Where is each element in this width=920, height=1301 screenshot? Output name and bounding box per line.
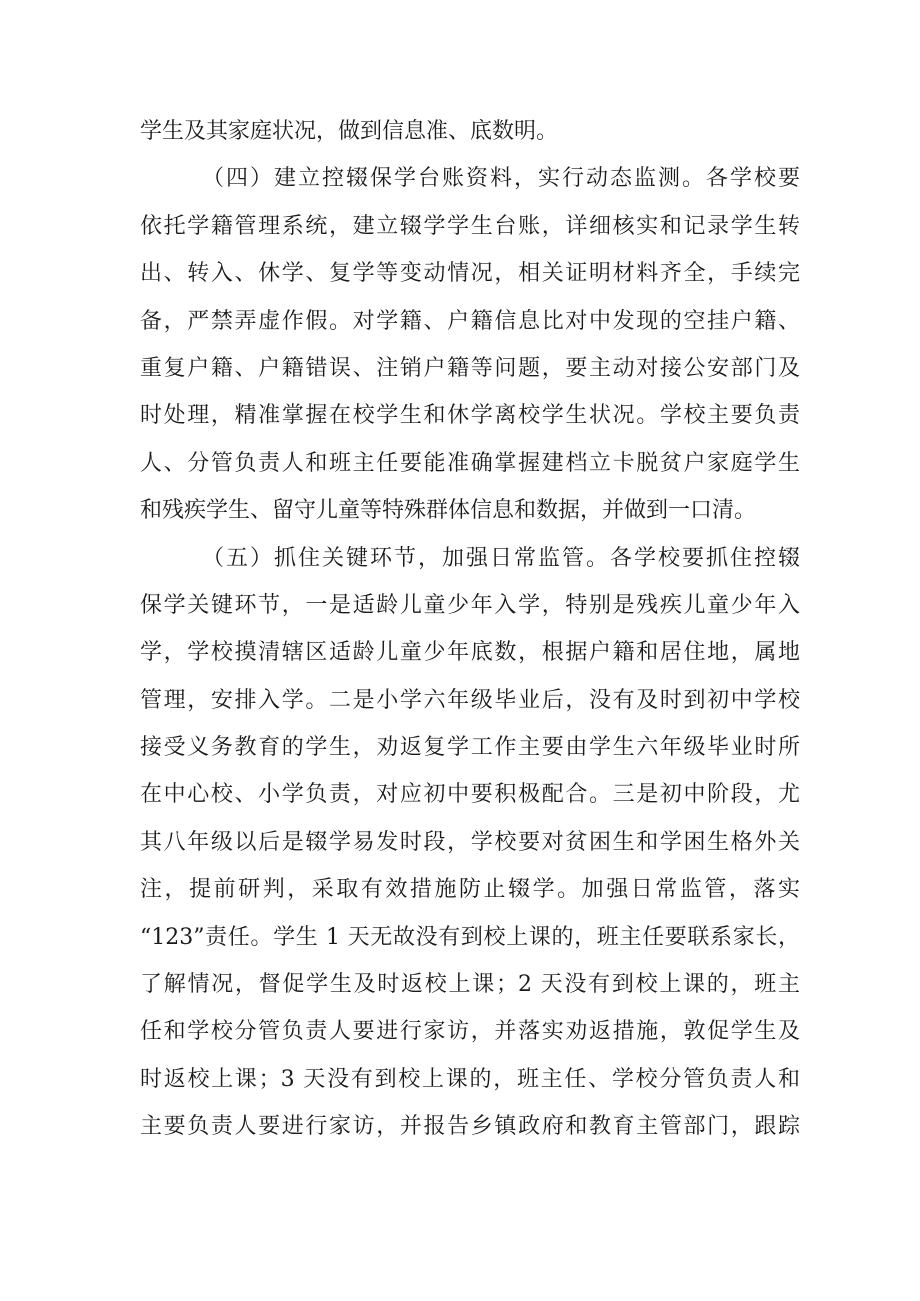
text-line: “123”责任。学生 1 天无故没有到校上课的，班主任要联系家长， <box>140 924 800 950</box>
text-line: 在中心校、小学负责，对应初中要积极配合。三是初中阶段，尤 <box>140 782 800 808</box>
text-line: 备，严禁弄虚作假。对学籍、户籍信息比对中发现的空挂户籍、 <box>140 308 800 334</box>
text-line: 人、分管负责人和班主任要能准确掌握建档立卡脱贫户家庭学生 <box>140 450 800 476</box>
text-line: 时处理，精准掌握在校学生和休学离校学生状况。学校主要负责 <box>140 403 800 429</box>
text-line: 其八年级以后是辍学易发时段，学校要对贫困生和学困生格外关 <box>140 829 800 855</box>
text-line: 和残疾学生、留守儿童等特殊群体信息和数据，并做到一口清。 <box>140 498 757 524</box>
text-line: 管理，安排入学。二是小学六年级毕业后，没有及时到初中学校 <box>140 687 800 713</box>
text-line: 了解情况，督促学生及时返校上课；2 天没有到校上课的，班主 <box>140 972 800 998</box>
text-line: 接受义务教育的学生，劝返复学工作主要由学生六年级毕业时所 <box>140 735 800 761</box>
text-line: 主要负责人要进行家访，并报告乡镇政府和教育主管部门，跟踪 <box>140 1114 800 1140</box>
text-line: 注，提前研判，采取有效措施防止辍学。加强日常监管，落实 <box>140 877 800 903</box>
text-line: 出、转入、休学、复学等变动情况，相关证明材料齐全，手续完 <box>140 261 800 287</box>
text-line: 依托学籍管理系统，建立辍学学生台账，详细核实和记录学生转 <box>140 213 800 239</box>
text-line: 学，学校摸清辖区适龄儿童少年底数，根据户籍和居住地，属地 <box>140 640 800 666</box>
text-line: 保学关键环节，一是适龄儿童少年入学，特别是残疾儿童少年入 <box>140 592 800 618</box>
text-line: 学生及其家庭状况，做到信息准、底数明。 <box>140 119 559 144</box>
text-line: 重复户籍、户籍错误、注销户籍等问题，要主动对接公安部门及 <box>140 355 800 381</box>
text-line: （四）建立控辍保学台账资料，实行动态监测。各学校要 <box>202 166 800 192</box>
body-text <box>140 108 800 1151</box>
text-line: 时返校上课；3 天没有到校上课的，班主任、学校分管负责人和 <box>140 1066 800 1092</box>
text-line: 任和学校分管负责人要进行家访，并落实劝返措施，敦促学生及 <box>140 1019 800 1045</box>
text-line: （五）抓住关键环节，加强日常监管。各学校要抓住控辍 <box>202 545 800 571</box>
